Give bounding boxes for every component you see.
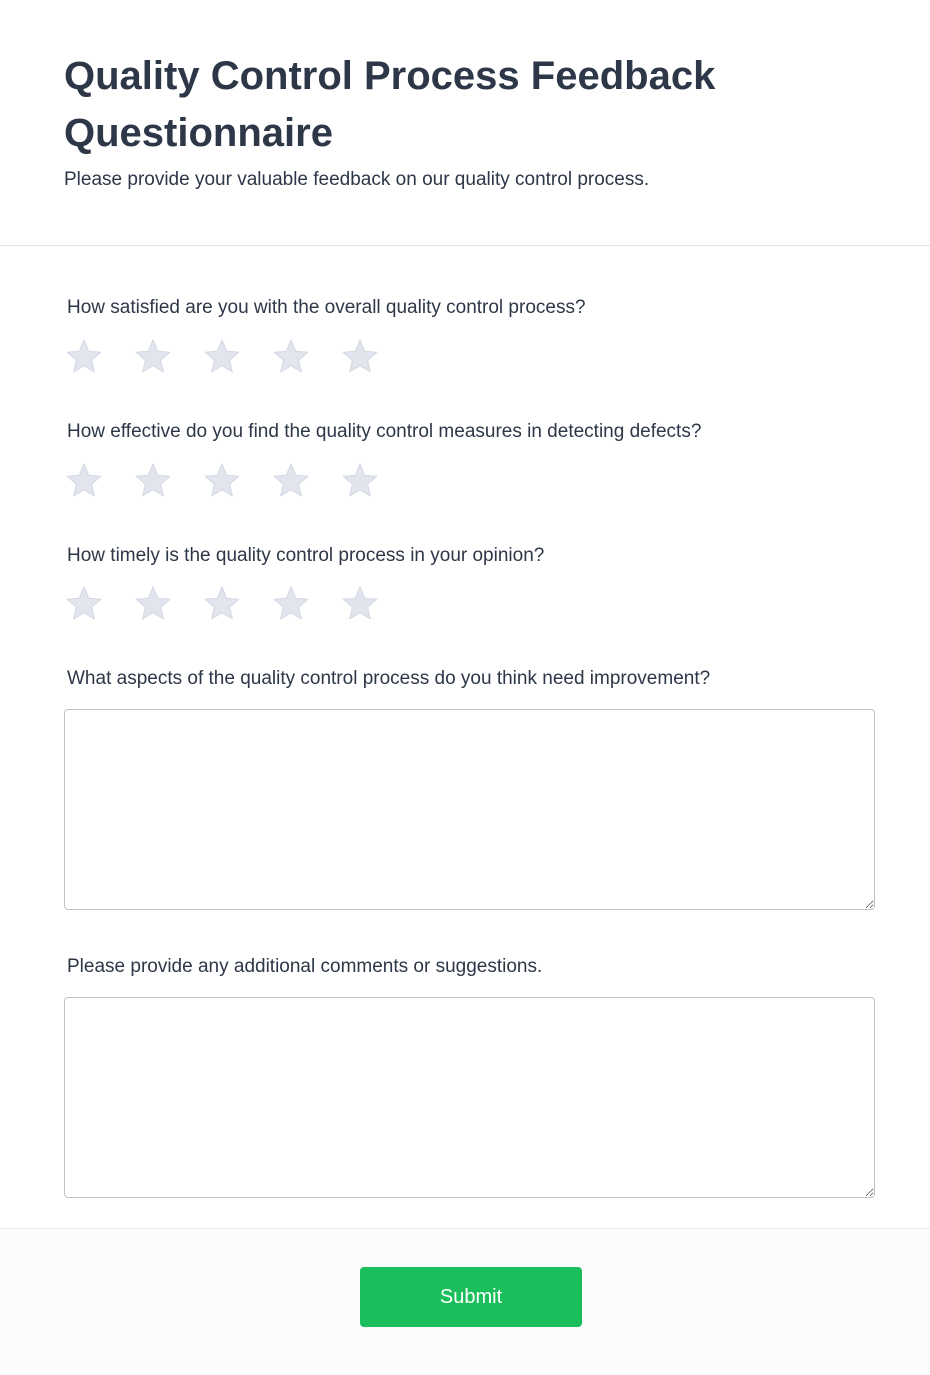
form-header [0,0,930,246]
improvement-textarea[interactable] [64,709,875,910]
question-label-improvement: What aspects of the quality control process do you think need improvement? [67,668,711,689]
star-icon[interactable] [340,461,380,501]
question-label-satisfaction: How satisfied are you with the overall quality control process? [67,297,586,318]
star-icon[interactable] [271,461,311,501]
star-icon[interactable] [202,461,242,501]
star-icon[interactable] [202,584,242,624]
rating-satisfaction [64,337,394,377]
star-icon[interactable] [64,337,104,377]
question-label-comments: Please provide any additional comments or suggestions. [67,956,543,977]
rating-timeliness [64,584,394,624]
star-icon[interactable] [64,584,104,624]
page-title: Quality Control Process Feedback Questionnaire [64,54,716,155]
star-icon[interactable] [202,337,242,377]
star-icon[interactable] [271,584,311,624]
submit-button[interactable]: Submit [360,1267,582,1327]
star-icon[interactable] [340,337,380,377]
question-label-timeliness: How timely is the quality control process in your opinion? [67,545,545,566]
comments-textarea[interactable] [64,997,875,1198]
page-subtitle: Please provide your valuable feedback on our quality control process. [64,169,650,190]
star-icon[interactable] [271,337,311,377]
form-footer [0,1228,930,1375]
star-icon[interactable] [64,461,104,501]
rating-effectiveness [64,461,394,501]
star-icon[interactable] [133,337,173,377]
star-icon[interactable] [340,584,380,624]
star-icon[interactable] [133,461,173,501]
question-label-effectiveness: How effective do you find the quality control measures in detecting defects? [67,421,702,442]
star-icon[interactable] [133,584,173,624]
